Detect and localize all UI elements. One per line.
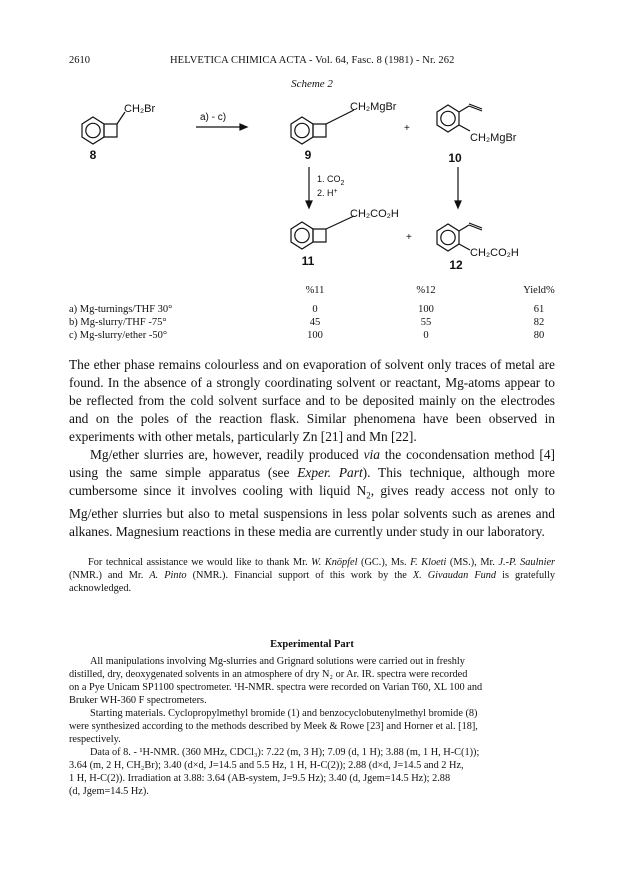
reagent-label: a) - c)	[200, 112, 227, 123]
table-cell: a) Mg-turnings/THF 30°	[69, 304, 173, 315]
experimental-line: 3.64 (m, 2 H, CH₂Br); 3.40 (d×d, J=14.5 and 5.5 Hz, 1 H, H-C(2)); 2.88 (d×d, J=14.5 and 2 Hz,	[69, 760, 464, 771]
compound-label-11: 11	[301, 254, 315, 268]
compound-label-9: 9	[304, 148, 312, 162]
table-cell: b) Mg-slurry/THF -75°	[69, 317, 167, 328]
substituent-8: CH₂Br	[124, 103, 156, 115]
table-cell: 0	[423, 330, 429, 341]
experimental-line: 1 H, H-C(2)). Irradiation at 3.88: 3.64 (AB-system, J=9.5 Hz); 3.40 (d, Jgem=14.5 Hz); 2.88	[69, 773, 451, 784]
table-cell: 100	[307, 330, 323, 341]
table-cell: 82	[533, 317, 545, 328]
page-number: 2610	[69, 55, 90, 66]
table-header-row	[69, 284, 555, 297]
compound-label-8: 8	[89, 148, 97, 162]
experimental-line: Bruker WH-360 F spectrometers.	[69, 695, 207, 706]
table-cell: 80	[533, 330, 545, 341]
table-cell: 45	[309, 317, 321, 328]
journal-title: HELVETICA CHIMICA ACTA - Vol. 64, Fasc. 8 (1981) - Nr. 262	[170, 55, 455, 66]
step-1-label: 1. CO	[317, 174, 341, 184]
plus-sign-top: +	[404, 123, 410, 134]
experimental-line: All manipulations involving Mg-slurries and Grignard solutions were carried out in freshly	[90, 656, 465, 667]
table-header-cell: %12	[416, 285, 436, 296]
paragraph-1: The ether phase remains colourless and on evaporation of solvent only traces of metal are found. In the absence of a strongly coordinating solvent or reactant, Mg-atoms appear to be reflected from the cold solvent surface and to be deposited mainly on the electrodes and on the poles of the reaction flask. Similar phenomena have been observed in experiments with other metals, particularly Zn [21] and Mn [22].	[69, 357, 555, 444]
section-heading: Experimental Part	[270, 639, 354, 650]
compound-label-10: 10	[448, 151, 462, 165]
table-cell: 100	[418, 304, 434, 315]
step-2-sup: +	[333, 188, 338, 195]
substituent-10: CH₂MgBr	[470, 132, 517, 144]
svg-text:1. CO2	[317, 174, 345, 187]
table-cell: 0	[312, 304, 318, 315]
table-cell: 61	[533, 304, 545, 315]
acknowledgement: For technical assistance we would like to thank Mr. W. Knöpfel (GC.), Ms. F. Kloeti (MS.), Mr. J.-P. Saulnier (NMR.) and Mr. A. Pinto (NMR.). Financial support of this work by the X. Givaudan Fund is gratefully acknowledged.	[69, 557, 556, 595]
paragraph-2: Mg/ether slurries are, however, readily produced via the cocondensation method [4] using the same simple apparatus (see Exper. Part). This technique, although more cumbersome since it involves cooling with liquid $N_2$, gives ready access not only to Mg/ether slurries but also to metal suspensions in less polar solvents such as arenes and alkanes. Magnesium reactions in these media are currently under study in our laboratory.	[69, 447, 556, 539]
step-1-sub: 2	[340, 180, 345, 187]
styrene-10-structure	[437, 104, 482, 132]
table-header-cell: Yield%	[523, 285, 555, 296]
substituent-12: CH₂CO₂H	[470, 247, 519, 259]
body-text	[69, 356, 555, 541]
experimental-line: (d, Jgem=14.5 Hz).	[69, 786, 149, 797]
substituent-9: CH₂MgBr	[350, 101, 397, 113]
experimental-line: were synthesized according to the methods described by Meek & Rowe [23] and Horner et al. [18],	[69, 721, 478, 732]
experimental-line: Starting materials. Cyclopropylmethyl bromide (1) and benzocyclobutenylmethyl bromide (8)	[90, 708, 478, 719]
experimental-line: respectively.	[69, 734, 121, 745]
substituent-11: CH₂CO₂H	[350, 208, 399, 220]
experimental-line: Data of 8. - ¹H-NMR. (360 MHz, CDCl₃): 7.22 (m, 3 H); 7.09 (d, 1 H); 3.88 (m, 1 H, H-C(1));	[90, 747, 480, 758]
experimental-line: distilled, dry, deoxygenated solvents in an atmosphere of dry N₂ or Ar. IR. spectra were recorded	[69, 669, 468, 680]
table-cell: 55	[420, 317, 432, 328]
benzocyclobutene-8-structure	[82, 112, 125, 144]
plus-sign-bottom: +	[406, 232, 412, 243]
reaction-scheme	[0, 90, 624, 280]
table-row	[69, 303, 555, 316]
table-row	[69, 329, 555, 342]
table-row	[69, 316, 555, 329]
running-header	[69, 55, 555, 69]
benzocyclobutene-9-structure	[291, 110, 354, 144]
compound-label-12: 12	[449, 258, 463, 272]
svg-text:2. H+	[317, 188, 338, 198]
table-header-cell: %11	[305, 285, 325, 296]
experimental-line: on a Pye Unicam SP1100 spectrometer. ¹H-NMR. spectra were recorded on Varian T60, XL 100 and	[69, 682, 483, 693]
step-2-label: 2. H	[317, 188, 334, 198]
benzocyclobutene-11-structure	[291, 216, 354, 249]
yield-table	[69, 284, 555, 342]
table-cell: c) Mg-slurry/ether -50°	[69, 330, 168, 341]
scheme-title: Scheme 2	[291, 78, 333, 90]
